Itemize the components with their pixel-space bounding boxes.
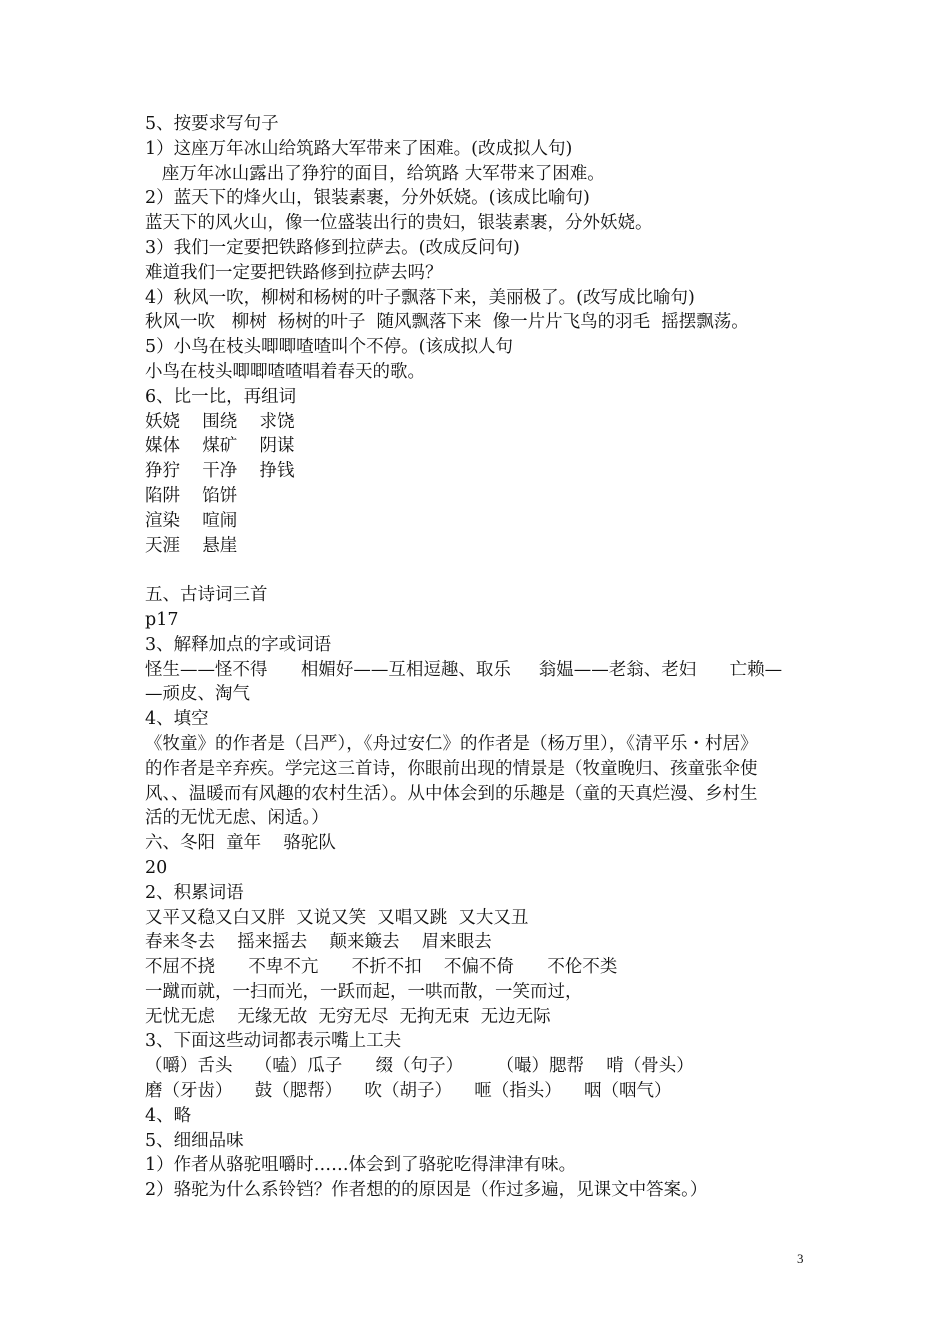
line-heading-3: 3、解释加点的字或词语 [145, 634, 332, 655]
section-heading-6: 六、冬阳 童年 骆驼队 [145, 833, 336, 854]
line-32: 又平又稳又白又胖 又说又笑 又唱又跳 又大又丑 [145, 907, 529, 928]
line-1: 1）这座万年冰山给筑路大军带来了困难。(改成拟人句) [145, 138, 573, 159]
document-body [145, 112, 815, 1203]
line-6: 难道我们一定要把铁路修到拉萨去吗？ [145, 262, 443, 283]
section-heading-5: 五、古诗词三首 [145, 585, 268, 606]
line-25: 《牧童》的作者是（吕严），《舟过安仁》的作者是（杨万里），《清平乐・村居》 [145, 733, 758, 754]
word-row-3: 狰狞 干净 挣钱 [145, 461, 295, 482]
line-35: 一蹴而就，一扫而光，一跃而起，一哄而散，一笑而过， [145, 981, 583, 1002]
line-27: 风、、温暖而有风趣的农村生活）。从中体会到的乐趣是（童的天真烂漫、乡村生 [145, 783, 758, 804]
word-row-5: 渲染 喧闹 [145, 510, 238, 531]
line-26: 的作者是辛弃疾。学完这三首诗，你眼前出现的情景是（牧童晚归、孩童张伞使 [145, 758, 758, 779]
line-heading-5b: 5、细细品味 [145, 1130, 244, 1151]
line-9: 5）小鸟在枝头唧唧喳喳叫个不停。(该成拟人句 [145, 337, 513, 358]
line-2: 座万年冰山露出了狰狞的面目，给筑路 大军带来了困难。 [145, 163, 605, 184]
line-heading-2: 2、积累词语 [145, 882, 244, 903]
line-heading-3b: 3、下面这些动词都表示嘴上工夫 [145, 1031, 402, 1052]
line-42: 1）作者从骆驼咀嚼时……体会到了骆驼吃得津津有味。 [145, 1155, 577, 1176]
blank-line [145, 558, 815, 583]
line-4: 蓝天下的风火山，像一位盛装出行的贵妇，银装素裹，分外妖娆。 [145, 213, 653, 234]
word-row-4: 陷阱 馅饼 [145, 485, 238, 506]
line-5: 3）我们一定要把铁路修到拉萨去。(改成反问句) [145, 237, 520, 258]
line-28: 活的无忧无虑、闲适。） [145, 808, 329, 829]
line-7: 4）秋风一吹，柳树和杨树的叶子飘落下来，美丽极了。(改写成比喻句) [145, 287, 695, 308]
page-ref-20: 20 [145, 857, 168, 878]
word-row-2: 媒体 煤矿 阴谋 [145, 436, 295, 457]
line-36: 无忧无虑 无缘无故 无穷无尽 无拘无束 无边无际 [145, 1006, 551, 1027]
line-heading-4: 4、填空 [145, 709, 209, 730]
page-ref-p17: p17 [145, 609, 179, 630]
line-heading-4b: 4、略 [145, 1105, 192, 1126]
page-number: 3 [797, 1251, 804, 1266]
word-row-6: 天涯 悬崖 [145, 535, 238, 556]
line-22: 怪生——怪不得 相媚好——互相逗趣、取乐 翁媪——老翁、老妇 亡赖— [145, 659, 783, 680]
line-38: （嚼）舌头 （嗑）瓜子 缀（句子） （嘬）腮帮 啃（骨头） [145, 1056, 694, 1077]
line-10: 小鸟在枝头唧唧喳喳唱着春天的歌。 [145, 361, 425, 382]
line-34: 不屈不挠 不卑不亢 不折不扣 不偏不倚 不伦不类 [145, 957, 618, 978]
line-39: 磨（牙齿） 鼓（腮帮） 吹（胡子） 咂（指头） 咽（咽气） [145, 1081, 672, 1102]
line-33: 春来冬去 摇来摇去 颠来簸去 眉来眼去 [145, 932, 492, 953]
line-43: 2）骆驼为什么系铃铛？作者想的的原因是（作过多遍，见课文中答案。） [145, 1180, 708, 1201]
word-row-1: 妖娆 围绕 求饶 [145, 411, 295, 432]
line-8: 秋风一吹 柳树 杨树的叶子 随风飘落下来 像一片片飞鸟的羽毛 摇摆飘荡。 [145, 312, 749, 333]
line-heading-6: 6、比一比，再组词 [145, 386, 297, 407]
line-heading-5: 5、按要求写句子 [145, 114, 279, 134]
line-23: —顽皮、淘气 [145, 684, 250, 705]
line-3: 2）蓝天下的烽火山，银装素裹，分外妖娆。(该成比喻句) [145, 188, 590, 209]
